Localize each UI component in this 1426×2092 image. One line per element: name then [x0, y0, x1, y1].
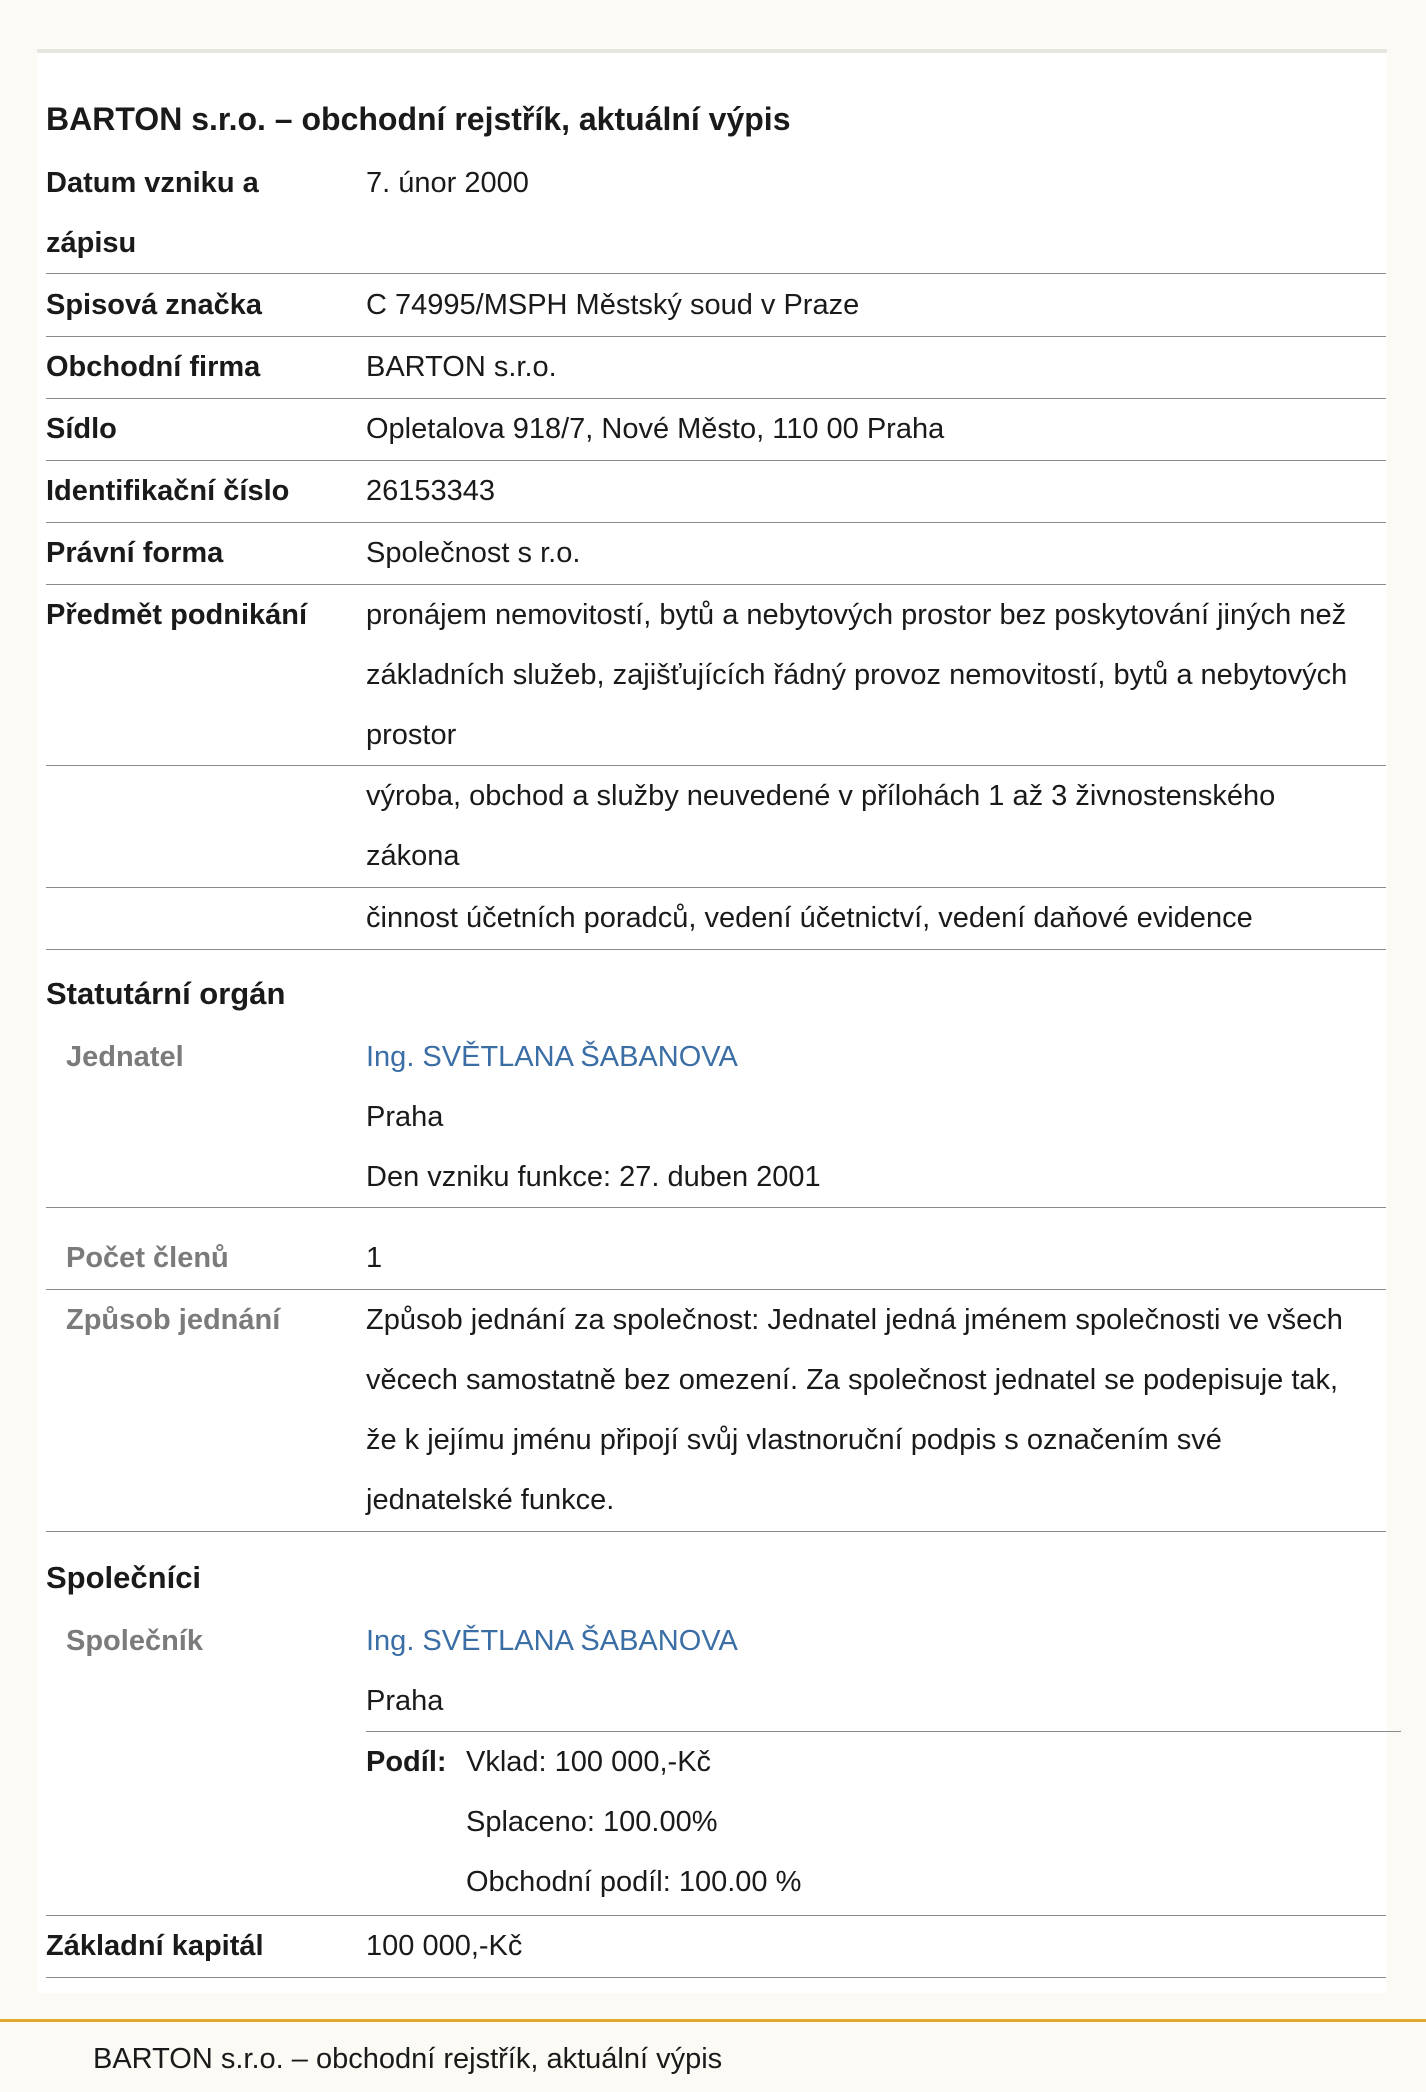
zpusob-line: Způsob jednání za společnost: Jednatel jedná jménem společnosti ve všech: [366, 1304, 1343, 1336]
row-sidlo: [46, 399, 1386, 461]
zpusob-line: jednatelské funkce.: [366, 1484, 615, 1516]
predmet-item-3: [366, 888, 1426, 948]
firma-label: Obchodní firma: [46, 351, 261, 383]
podil-splaceno: Splaceno: 100.00%: [466, 1806, 718, 1838]
zpusob-line: že k jejímu jménu připojí svůj vlastnoruční podpis s označením své: [366, 1424, 1222, 1456]
row-predmet-podnikani: [46, 585, 1386, 766]
datum-label-line-1: Datum vzniku a: [46, 167, 259, 199]
datum-value: 7. únor 2000: [366, 167, 529, 199]
predmet-label: Předmět podnikání: [46, 599, 308, 631]
podil-obchodni: Obchodní podíl: 100.00 %: [466, 1866, 802, 1898]
kapital-label: Základní kapitál: [46, 1930, 264, 1962]
ico-label: Identifikační číslo: [46, 475, 290, 507]
firma-value: BARTON s.r.o.: [366, 351, 557, 383]
kapital-value: 100 000,-Kč: [366, 1930, 523, 1962]
sidlo-label: Sídlo: [46, 413, 117, 445]
predmet-item-2-line: zákona: [366, 840, 460, 872]
row-spisova-znacka: [46, 275, 1386, 337]
row-obchodni-firma: [46, 337, 1386, 399]
forma-label: Právní forma: [46, 537, 224, 569]
predmet-item-2-line: výroba, obchod a služby neuvedené v přílohách 1 až 3 živnostenského: [366, 780, 1276, 812]
podil-vklad: Vklad: 100 000,-Kč: [466, 1746, 712, 1778]
forma-value: Společnost s r.o.: [366, 537, 581, 569]
datum-label-line-2: zápisu: [46, 227, 137, 259]
ico-value: 26153343: [366, 475, 496, 507]
row-predmet-podnikani-3: [46, 888, 1386, 950]
jednatel-since: Den vzniku funkce: 27. duben 2001: [366, 1161, 821, 1193]
pocet-value: 1: [366, 1242, 383, 1274]
zpusob-label: Způsob jednání: [66, 1304, 281, 1336]
row-predmet-podnikani-2: [46, 766, 1386, 888]
row-zpusob-jednani: [46, 1290, 1386, 1532]
spolecnik-city: Praha: [366, 1685, 444, 1717]
predmet-item-1-line: pronájem nemovitostí, bytů a nebytových prostor bez poskytování jiných než: [366, 599, 1347, 631]
jednatel-label: Jednatel: [66, 1041, 184, 1073]
zpusob-value: [366, 1290, 1426, 1530]
predmet-item-3-line: činnost účetních poradců, vedení účetnictví, vedení daňové evidence: [366, 902, 1253, 934]
row-pocet-clenu: [46, 1228, 1386, 1290]
spisova-value: C 74995/MSPH Městský soud v Praze: [366, 289, 860, 321]
statutarni-heading: Statutární orgán: [46, 976, 286, 1011]
spisova-label: Spisová značka: [46, 289, 262, 321]
jednatel-city: Praha: [366, 1101, 444, 1133]
row-identifikacni-cislo: [46, 461, 1386, 523]
predmet-item-1-line: prostor: [366, 719, 457, 751]
row-zakladni-kapital: [46, 1916, 1386, 1978]
spolecnici-heading: Společníci: [46, 1560, 202, 1595]
zpusob-line: věcech samostatně bez omezení. Za společnost jednatel se podepisuje tak,: [366, 1364, 1339, 1396]
footer-text: BARTON s.r.o. – obchodní rejstřík, aktuální výpis: [93, 2043, 723, 2075]
row-jednatel: [46, 1027, 1386, 1208]
pocet-label: Počet členů: [66, 1242, 229, 1274]
predmet-item-1-line: základních služeb, zajišťujících řádný provoz nemovitostí, bytů a nebytových: [366, 659, 1348, 691]
spolecnik-label: Společník: [66, 1625, 203, 1657]
row-pravni-forma: [46, 523, 1386, 585]
predmet-item-2: [366, 766, 1426, 886]
jednatel-value: [366, 1027, 1426, 1207]
datum-label: [46, 153, 346, 273]
spolecnik-name-link[interactable]: Ing. SVĚTLANA ŠABANOVA: [366, 1625, 738, 1657]
podil-label: Podíl:: [366, 1746, 447, 1778]
predmet-item-1: [366, 585, 1426, 765]
row-datum-vzniku: [46, 153, 1386, 274]
sidlo-value: Opletalova 918/7, Nové Město, 110 00 Praha: [366, 413, 945, 445]
jednatel-name-link[interactable]: Ing. SVĚTLANA ŠABANOVA: [366, 1041, 738, 1073]
page-title: BARTON s.r.o. – obchodní rejstřík, aktuální výpis: [46, 101, 791, 137]
spolecnik-value: [366, 1611, 1426, 1731]
podil-values: [466, 1732, 801, 1912]
row-spolecnik: [46, 1611, 1386, 1916]
